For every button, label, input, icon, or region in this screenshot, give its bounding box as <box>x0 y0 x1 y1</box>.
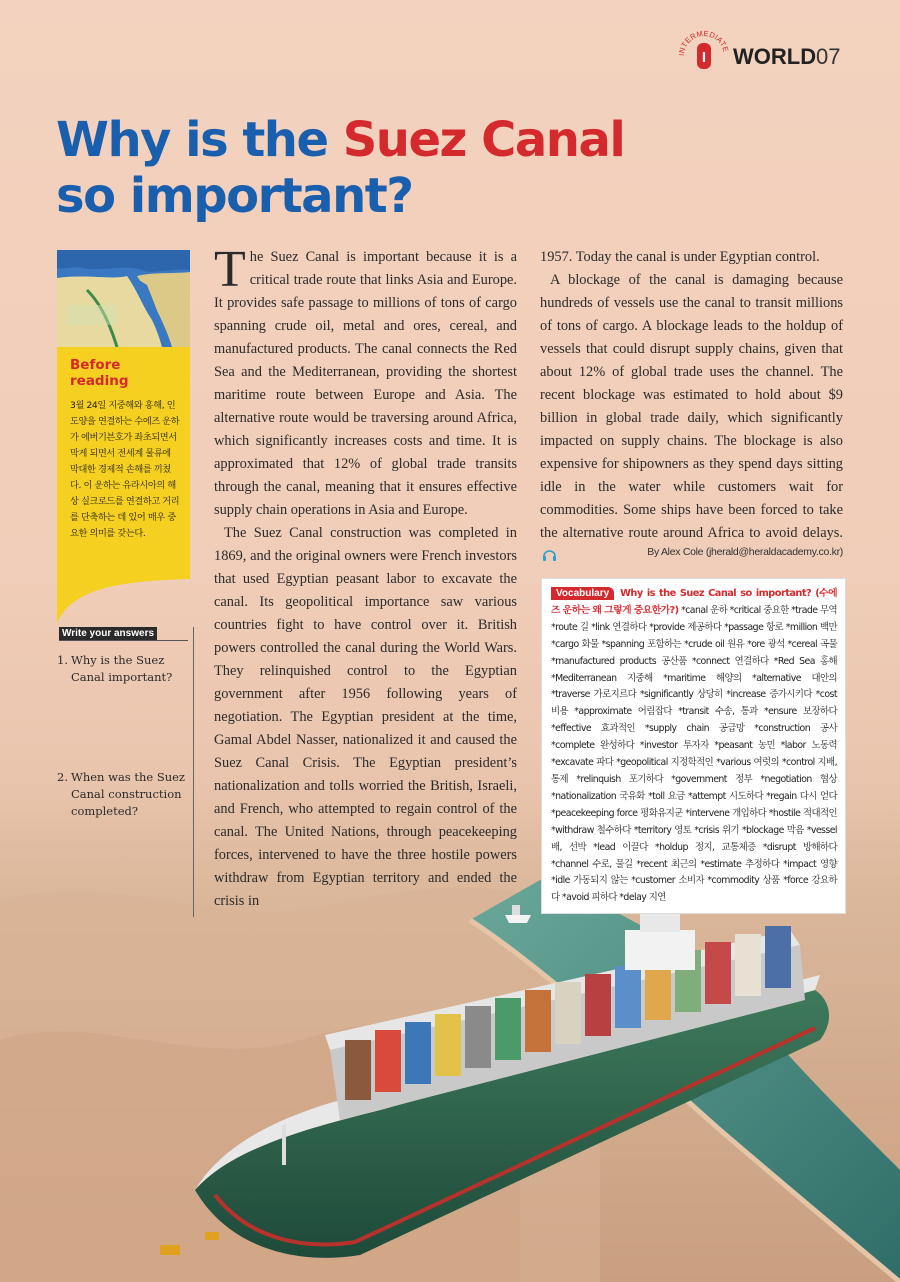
byline: By Alex Cole (jherald@heraldacademy.co.kr) <box>647 546 843 558</box>
vocabulary-heading: Why is the Suez Canal so important? (수에즈 운하는 왜 그렇게 중요한가?) <box>551 588 837 616</box>
question-2 <box>57 769 187 820</box>
article-column-1 <box>214 241 517 913</box>
question-1 <box>57 652 187 686</box>
answers-vertical-rule <box>193 627 194 917</box>
vocabulary-box <box>541 578 846 914</box>
svg-text:INTERMEDIATE: INTERMEDIATE <box>676 28 731 57</box>
title-highlight: Suez Canal <box>342 112 625 168</box>
article-paragraph-2-continued: 1957. Today the canal is under Egyptian control. <box>540 249 820 265</box>
question-text: When was the Suez Canal construction completed? <box>71 770 185 818</box>
drop-cap: T <box>214 241 246 298</box>
article-paragraph-2: The Suez Canal construction was completed in 1869, and the original owners were French investors that used Egyptian peasant labor to excavate the canal. Its geopolitical importance saw various countries fight to have control over it. British powers controlled the canal during the World Wars. They relinquished control to the Egyptian government after 1956 following years of negotiation. The Egyptian president at the time, Gamal Abdel Nasser, nationalized it and caused the Suez Canal Crisis. The Egyptian president’s nationalization and tolls worried the British, Israeli, and French, who attempted to regain control of the canal. The United Nations, through peacekeeping forces, intervened to have the three hostile powers withdraw from Egyptian territory and ended the crisis in <box>214 525 517 909</box>
title-part-1: Why is the <box>56 112 343 168</box>
before-reading-text: 3월 24일 지중해와 홍해, 인도양을 연결하는 수에즈 운하가 에버기븐호가 좌초되면서 막게 되면서 전세계 물류에 막대한 경제적 손해를 끼쳤다. 이 운하는 유라시아의 해상 실크로드를 연결하고 거리를 단축하는 데 있어 매우 중요한 의미를 갖는다. <box>70 400 180 539</box>
article-column-2 <box>540 246 843 568</box>
article-paragraph-1 <box>214 241 517 522</box>
answers-divider <box>59 640 188 641</box>
question-number: 1. <box>57 653 68 667</box>
title-part-3: so important? <box>56 168 413 224</box>
write-answers-label: Write your answers <box>59 627 157 641</box>
paragraph-1-text: he Suez Canal is important because it is a critical trade route that links Asia and Europe. It provides safe passage to millions of tons of cargo spanning crude oil, metal and ores, cereal, and manufactured products. The canal connects the Red Sea and the Mediterranean, providing the shortest maritime route between Europe and Asia. The alternative route would be traversing around Africa, which significantly increases costs and time. It is approximated that 12% of global trade transits through the canal, meaning that it ensures effective supply chain operations in Asia and Europe. <box>214 249 517 518</box>
page-title <box>56 112 816 224</box>
section-label: WORLD <box>733 44 817 69</box>
headphones-icon <box>542 550 557 561</box>
page-number: 07 <box>816 44 841 69</box>
question-text: Why is the Suez Canal important? <box>71 653 173 684</box>
article-paragraph-3 <box>540 269 843 568</box>
vocabulary-tag: Vocabulary <box>551 587 614 600</box>
before-reading-tail <box>57 577 190 623</box>
paragraph-3-text: A blockage of the canal is damaging because hundreds of vessels use the canal to transit millions of tons of cargo. A blockage leads to the holdup of vessels that could disrupt supply chains, given that about 12% of global trade uses the channel. The recent blockage was estimated to hold about $9 billion in global trade daily, which significantly impacted on supply chains. The blockage is also expensive for shipowners as they spend days sitting idle in the water while customers wait for commodities. Some ships have been forced to take the alternative route around Africa to avoid delays. <box>540 272 843 541</box>
question-number: 2. <box>57 770 68 784</box>
intermediate-level-badge <box>676 22 732 78</box>
suez-region-map <box>57 250 190 347</box>
before-reading-title: Before reading <box>70 357 129 389</box>
vocabulary-entries: *canal 운하 *critical 중요한 *trade 무역 *route 길 *link 연결하다 *provide 제공하다 *passage 항로 *million 백만 *cargo 화물 *spanning 포함하는 *crude oil 원유 *ore 광석 *cereal 곡물 *manufactured products 공산품 *connect 연결하다 *Red Sea 홍해 *Mediterranean 지중해 *maritime 해양의 *alternative 대안의 *traverse 가로지르다 *significantly 상당히 *increase 증가시키다 *cost 비용 *approximate 어림잡다 *transit 수송, 통과 *ensure 보장하다 *effective 효과적인 *supply chain 공급망 *construction 공사 *complete 완성하다 *investor 투자자 *peasant 농민 *labor 노동력 *excavate 파다 *geopolitical 지정학적인 *various 여럿의 *control 지배, 통제 *relinquish 포기하다 *government 정부 *negotiation 협상 *nationalization 국유화 *toll 요금 *attempt 시도하다 *regain 다시 얻다 *peacekeeping force 평화유지군 *intervene 개입하다 *hostile 적대적인 *withdraw 철수하다 *territory 영토 *crisis 위기 *blockage 막음 *vessel 배, 선박 *lead 이끌다 *holdup 정지, 교통체증 *disrupt 방해하다 *channel 수로, 물길 *recent 최근의 *estimate 추정하다 *impact 영향 *idle 가동되지 않는 *customer 소비자 *commodity 상품 *force 강요하다 *avoid 피하다 *delay 지연 <box>551 604 838 904</box>
svg-text:I: I <box>701 49 707 66</box>
before-reading-box <box>57 347 190 578</box>
